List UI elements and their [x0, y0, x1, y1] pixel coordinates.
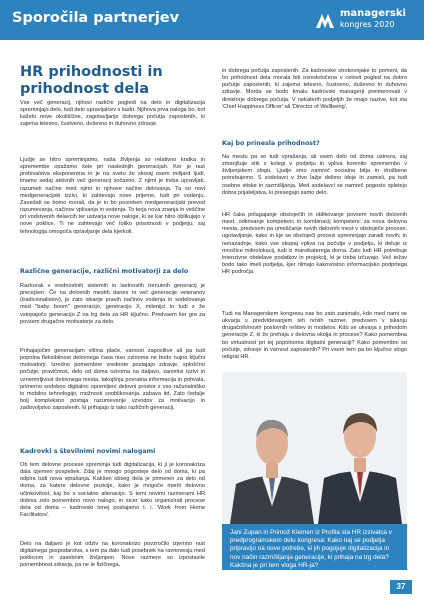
paragraph: Tudi na Managerskem kongresu nas bo zato zanimalo, kdo med nami se ukvarja s predvidevanjem teh novih razmer, predvsem v iskanju drugačnih/novih poslovnih rešitev in modelov. Kdo se ukvarja s prihodom generacije Z, ki že prehaja v delovna okolja in procese? Kako pomembna bo virtualnost pri tej popolnoma digitalni generaciji? Kako pomembni so počutje, zdravje in varnost zaposlenih? Pri vsem tem pa bo ključno vlogo odigral HR.	[222, 311, 407, 360]
right-paragraph-3	[222, 212, 407, 276]
paragraph: Prihajajočim generacijam višina plače, varnost zaposlitve ali pa tudi popolna fleksibilnost delovnega časa niso ozirioma ne bodo nujno ključni motivatorji. Izredno pomembne vrednote postajajo zdravje, sploščno počutje, pravičnost, delo od doma oziroma na daljavo, zanimivi izzivi in vznemirljivost delovnega mesta, takojšnja povratna informacija in pohvala, primerno sodobno digitalno opremljeni delovni prostor z vso računalniško in mobilno tehnologijo, možnosti sooblikovanja, zabava itd. Zato čedalje bolj kompleksno postaja razumevanje vzvodov za motivacijo in zadovoljstvo zaposlenih, ki prihajajo iz tako različnih generacij.	[20, 348, 205, 412]
article-title: HR prihodnosti in prihodnost dela	[20, 64, 163, 97]
left-paragraph-3	[20, 283, 205, 326]
left-paragraph-5	[20, 462, 205, 519]
paragraph: Ob tem delovne procese spreminja tudi digitalizacija, ki ji je koronakriza dala izjemen pospešek. Zdaj je mnogo pogosteje delo od doma, ki pa odpira tudi nova vprašanja. Kakšen obseg dela je primeren za delo od doma, za katere delovne pozicije, kako je mogoče meriti delovno učinkovitost, kaj bo s socialno alienacijo. S temi novimi razmerami HR dobiva zelo pomembno novo nalogo, in sicer kako organizirati procese dela od doma – kadrovski tonej postajamo t. i. 'Work from Home Facilitators'.	[20, 462, 205, 519]
left-paragraph-2	[20, 157, 205, 236]
subheading-generations: Različne generacije, različni motivatorji za delo	[20, 268, 189, 275]
logo-text-line1: managerski	[340, 8, 406, 19]
left-paragraph-6	[20, 541, 205, 570]
paragraph: Delo na daljavo je kot odziv na koronakrizo povzročilo izjemno rast digitalnega gospodarstva, s tem pa dalo tudi posebnek na ravnovesju med poklicnim in zasebnim življenjem. Nove razmere so izpostavile pomembnost zdravja, pa ne le fizičnega,	[20, 541, 205, 569]
subheading-tasks: Kadrovki s številnimi novimi nalogami	[20, 448, 156, 455]
paragraph: Razkorak v vrednostnih sistemih in lastnostih trenutnih generacij je precejšen. Če na delovnih mestih danes ni več generacije veteranov (tradicionalistov), je zato iskanje pravih načinov vodenja in sodelovanja med "baby boom" generacijo, generacijo X, milenijci in tudi z že vstopajočo generacijo Z na trg dela za HR ključno. Predvsem ker gre za povsem drugačne motivatorje za delo.	[20, 283, 205, 325]
right-paragraph-4	[222, 311, 407, 361]
paragraph: Na mestu pa so tudi vprašanja, ali vsem delo od doma ustreza, saj zmanjšuje stik s kolegi v podjetju in vpliva korenito spremembo v življenjskem slogu. Ljudje smo namreč socialna bitja in družbene potrebujemo. S sodelavci v živo lažje delimo ideje in zamisli, pa tudi osebne stiske in razmišljanja. Med sodelavci se namreč pogosto spletejo dobra prijateljstva, ki presegajo samo delo.	[222, 154, 407, 196]
left-intro-paragraph	[20, 100, 205, 129]
paragraph: Ljudje se hitro spreminjamo, naša življenja so relativno kratka in spremembe opažamo šele pri naslednjih generacijah. Ker je rast prebivalstva eksponentna in je na svetu že skoraj osem milijard ljudi, imamo sedaj aktivnih več generacij sočasno. Z njimi je treba upravljati, razumeti načine med njimi in njihove načine delovanja. Ta so novi medgeneracijski izzivi, ki zahtevajo nove prijeme, tudi pri vodenju. Zavedati se bomo morali, da je in bo posreben medgeneracijski prevod razumevanja, načinov vplivanja in vodenja. To terja nova znanja in veščine pri vodstvenih delavcih ter ustvarja nove naloge, ki se kar hitro oblikujejo v nove poklice. Ti ne zahtevajo več toliko prisotnosti v podjetju, saj tehnologija omogoča opravljanje dela kjerkoli.	[20, 157, 205, 235]
left-paragraph-4	[20, 348, 205, 412]
paragraph: HR čaka prilagajanje obstoječih in oblikovanje povsem novih delovnih mest, odkrivanje kompetenc in kombinacij kompetenc za nova delovna mesta, predvsem pa umeščanje novih delovnih mest v obstoječe procese, ugotavljanje, kako in kje se obstoječi procesi spreminjajo zaradi novih; in nenazadnje, kako vse skupaj vpliva na počutje v podjetju, ki deluje iz množice mikrolokacij, tudi iz marsikaterega doma. Zato tudi HR potrebuje intenzivne obdelave podatkov in projekcij, ki je treba izčuvajo. Več težav bodo tako imeli podjetja, kjer rilmajo kakovostno informacijsko podprtega HR področja.	[222, 212, 407, 276]
page-number: 37	[390, 580, 412, 594]
right-paragraph-1	[222, 68, 407, 111]
managerski-kongres-logo-icon	[314, 10, 336, 30]
photo-caption: Jani Zupan in Primož Klemen iz Profila sta HR izzivalca v predprogramskem delu kongresa: Kako naj se podjetja pripravijo na nove potrebe, ki jih pogojuje digitalizacija in nov način razmišljanja generacije, ki prihaja na trg dela? Kakšna je pri tem vloga HR-ja?	[222, 524, 407, 570]
speakers-photo-illustration	[222, 372, 407, 524]
paragraph: in dobrega počutja zaposlenih. Za kadrovske strokovnjake to pomeni, da bo prihodnost dela morala biti osredotočena v celovit pogled na dobro počutje zaposlenih, ki zajema telesno, čustveno, duševno in duhovno zdravje. Morda se bodo kmalu kadrovski managerji preimenovali v direktorje dobrega počutja. V nekaterih podjetjih že imajo nazive, kot sta 'Chief Happiness Officer' ali 'Director of Wellbeing'.	[222, 68, 407, 110]
header-bar	[0, 0, 424, 40]
logo-text-line2: kongres 2020	[340, 20, 395, 29]
right-paragraph-2	[222, 154, 407, 197]
subheading-future: Kaj bo prinesla prihodnost?	[222, 140, 320, 147]
managerski-kongres-logo	[314, 7, 414, 33]
speakers-photo	[222, 372, 407, 524]
section-title: Sporočila partnerjev	[12, 10, 180, 26]
paragraph: Vse več generacij, njihovi različni pogledi na delo in digitalizacija spreminjajo delo, tudi delo upravljalcev s kadri. Njihova prva naloga bo, kot kaželo nove okoliščine, zagotavljanje dobrega počutja zaposlenih, ki zajema telesno, čustveno, duševno in duhovno zdravje.	[20, 100, 206, 128]
